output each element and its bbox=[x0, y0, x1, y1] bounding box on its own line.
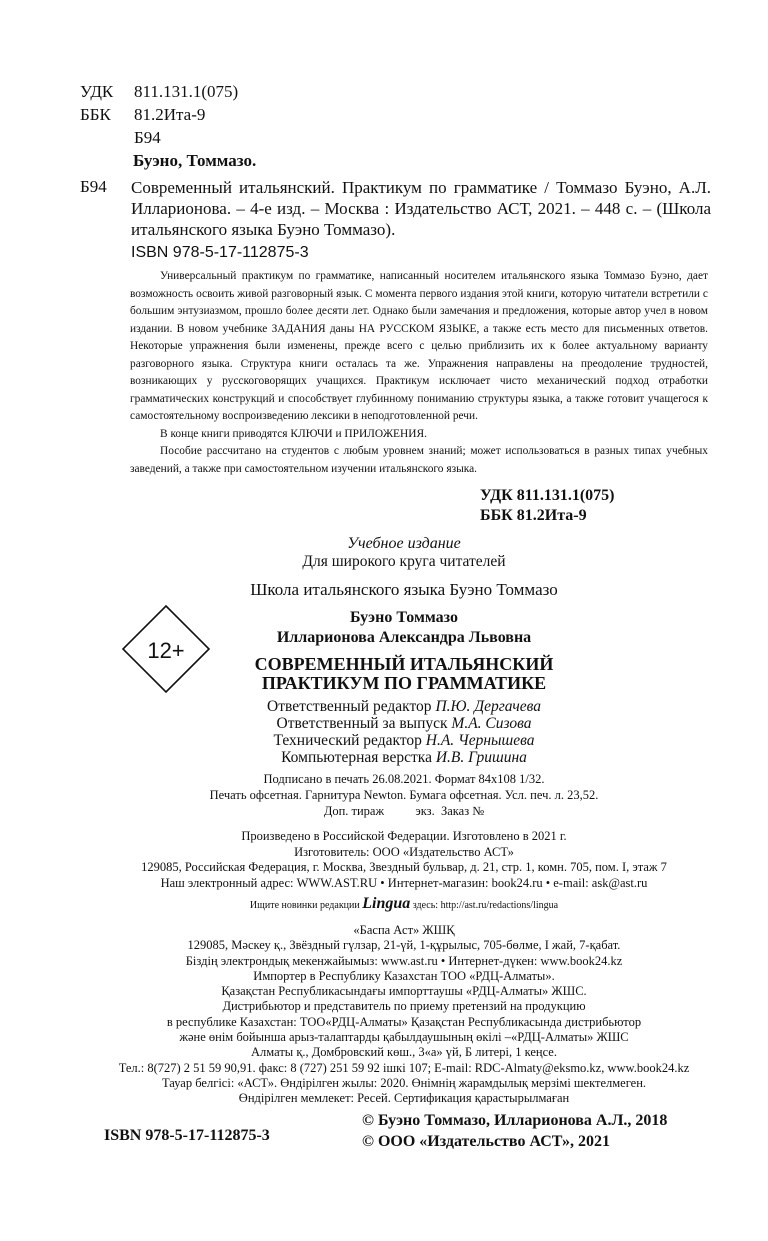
udk-value: 811.131.1(075) bbox=[134, 82, 239, 101]
abstract-paragraph: Пособие рассчитано на студентов с любым уровнем знаний; может использоваться в разных типах учебных заведений, а также при самостоятельном изучении итальянского языка. bbox=[130, 445, 708, 475]
abstract-paragraph: Универсальный практикум по грамматике, написанный носителем итальянского языка Томмазо Буэно, дает возможность освоить живой разговорный язык. С момента первого издания этой книги, которую читатели встретили с большим энтузиазмом, прошло более десяти лет. Однако были замечания и предложения, которые автор учел в новом издании. В новом учебнике ЗАДАНИЯ даны НА РУССКОМ ЯЗЫКЕ, а также есть место для письменных ответов. Некоторые упражнения были изменены, прежде всего с целью приблизить их к более актуальному варианту разговорного языка. Структура книги осталась та же. Упражнения направлены на преодоление трудностей, возникающих у русскоговорящих учащихся. Практикум исключает чисто механический подход отработки грамматических конструкций и способствует глубинному пониманию структуры языка, а также готовит учащегося к самостоятельному воспроизведению лексики в неподготовленной речи. bbox=[130, 270, 708, 422]
copyright-block bbox=[362, 1110, 667, 1152]
kaz-line: Тауар белгісі: «АСТ». Өндірілген жылы: 2020. Өнімнің жарамдылық мерзімі шектелмеген. bbox=[161, 1075, 647, 1090]
udk-label: УДК bbox=[80, 82, 114, 101]
bold-udk: УДК 811.131.1(075) bbox=[480, 487, 615, 504]
print-info bbox=[20, 771, 768, 819]
biblio-author: Буэно, Томмазо. bbox=[133, 151, 257, 170]
staff-line bbox=[20, 698, 768, 715]
biblio-description: Современный итальянский. Практикум по грамматике / Томмазо Буэно, А.Л. Илларионова. – 4-е изд. – Москва : Издательство АСТ, 2021. – 448 с. – (Школа итальянского языка Буэно Томмазо). bbox=[131, 178, 711, 239]
author-mark: Б94 bbox=[134, 128, 161, 147]
bbk-line bbox=[80, 105, 205, 125]
manufacturer-line: Изготовитель: ООО «Издательство АСТ» bbox=[294, 844, 514, 859]
kaz-line: «Баспа Аст» ЖШҚ bbox=[353, 923, 455, 937]
lingua-logo: Lingua bbox=[362, 895, 411, 912]
staff-role: Ответственный за выпуск bbox=[276, 715, 448, 732]
lingua-suffix: здесь: http://ast.ru/redactions/lingua bbox=[412, 900, 559, 911]
print-line: Доп. тираж экз. Заказ № bbox=[323, 804, 485, 818]
bbk-label: ББК bbox=[80, 105, 111, 124]
kaz-line: 129085, Мәскеу қ., Звёздный гүлзар, 21-үй, 1-құрылыс, 705-бөлме, I жай, 7-қабат. bbox=[187, 938, 621, 953]
print-line: Печать офсетная. Гарнитура Newton. Бумага офсетная. Усл. печ. л. 23,52. bbox=[209, 788, 599, 802]
age-rating: 12+ bbox=[147, 638, 185, 663]
kazakhstan-info bbox=[20, 923, 768, 1107]
staff-line bbox=[20, 749, 768, 766]
bbk-value: 81.2Ита-9 bbox=[134, 105, 206, 124]
edition-audience: Для широкого круга читателей bbox=[302, 553, 506, 570]
lingua-prefix: Ищите новинки редакции bbox=[249, 900, 360, 911]
staff-name: М.А. Сизова bbox=[451, 715, 532, 732]
kaz-line: в республике Казахстан: ТОО«РДЦ-Алматы» Қазақстан Республикасында дистрибьютор bbox=[166, 1014, 642, 1029]
abstract-paragraph: В конце книги приводятся КЛЮЧИ и ПРИЛОЖЕНИЯ. bbox=[160, 427, 427, 440]
series-name: Школа итальянского языка Буэно Томмазо bbox=[250, 580, 558, 599]
copyright-line: © ООО «Издательство АСТ», 2021 bbox=[362, 1133, 611, 1150]
kaz-line: Импортер в Республику Казахстан ТОО «РДЦ-Алматы». bbox=[253, 968, 555, 983]
manufacturer-line: 129085, Российская Федерация, г. Москва, Звездный бульвар, д. 21, стр. 1, комн. 705, пом. I, этаж 7 bbox=[141, 860, 667, 874]
staff-name: Н.А. Чернышева bbox=[425, 732, 535, 749]
title-line: СОВРЕМЕННЫЙ ИТАЛЬЯНСКИЙ bbox=[254, 654, 554, 674]
copyright-line: © Буэно Томмазо, Илларионова А.Л., 2018 bbox=[362, 1112, 668, 1129]
title-line: ПРАКТИКУМ ПО ГРАММАТИКЕ bbox=[261, 673, 547, 693]
kaz-line: Дистрибьютор и представитель по приему претензий на продукцию bbox=[222, 999, 586, 1014]
kaz-line: Біздің электрондық мекенжайымыз: www.ast.ru • Интернет-дүкен: www.book24.kz bbox=[185, 953, 623, 968]
kaz-line: Өндірілген мемлекет: Ресей. Сертификация қарастырылмаған bbox=[238, 1091, 570, 1106]
kaz-line: және өнім бойынша арыз-талаптарды қабылдаушының өкілі –«РДЦ-Алматы» ЖШС bbox=[179, 1030, 629, 1045]
kaz-line: Алматы қ., Домбровский көш., 3«а» үй, Б литері, 1 кеңсе. bbox=[251, 1045, 557, 1060]
staff-list bbox=[20, 698, 768, 766]
bold-codes bbox=[480, 486, 615, 526]
kaz-line: Қазақстан Республикасындағы импорттаушы «РДЦ-Алматы» ЖШС. bbox=[221, 984, 587, 999]
biblio-code: Б94 bbox=[80, 177, 107, 196]
staff-name: И.В. Гришина bbox=[435, 749, 527, 766]
staff-name: П.Ю. Дергачева bbox=[435, 698, 541, 715]
author-name: Буэно Томмазо bbox=[350, 609, 458, 626]
manufacturer-info bbox=[20, 829, 768, 891]
staff-role: Ответственный редактор bbox=[267, 698, 432, 715]
edition-type: Учебное издание bbox=[347, 535, 461, 552]
footer-isbn: ISBN 978-5-17-112875-3 bbox=[104, 1127, 270, 1144]
staff-line bbox=[20, 732, 768, 749]
kaz-line: Тел.: 8(727) 2 51 59 90,91. факс: 8 (727) 251 59 92 ішкі 107; E-mail: RDC-Almaty@eksmo.kz, www.book24.kz bbox=[118, 1060, 690, 1075]
staff-line bbox=[20, 715, 768, 732]
biblio-isbn: ISBN 978-5-17-112875-3 bbox=[131, 244, 309, 261]
staff-role: Технический редактор bbox=[273, 732, 422, 749]
bold-bbk: ББК 81.2Ита-9 bbox=[480, 507, 587, 524]
manufacturer-line: Наш электронный адрес: WWW.AST.RU • Интернет-магазин: book24.ru • e-mail: ask@ast.ru bbox=[160, 875, 648, 890]
author-name: Илларионова Александра Львовна bbox=[276, 629, 532, 646]
lingua-line bbox=[20, 895, 768, 913]
udk-line bbox=[80, 82, 238, 102]
staff-role: Компьютерная верстка bbox=[281, 749, 432, 766]
book-title bbox=[20, 655, 768, 693]
abstract bbox=[130, 268, 708, 478]
print-line: Подписано в печать 26.08.2021. Формат 84x108 1/32. bbox=[263, 772, 545, 786]
manufacturer-line: Произведено в Российской Федерации. Изготовлено в 2021 г. bbox=[241, 829, 567, 843]
